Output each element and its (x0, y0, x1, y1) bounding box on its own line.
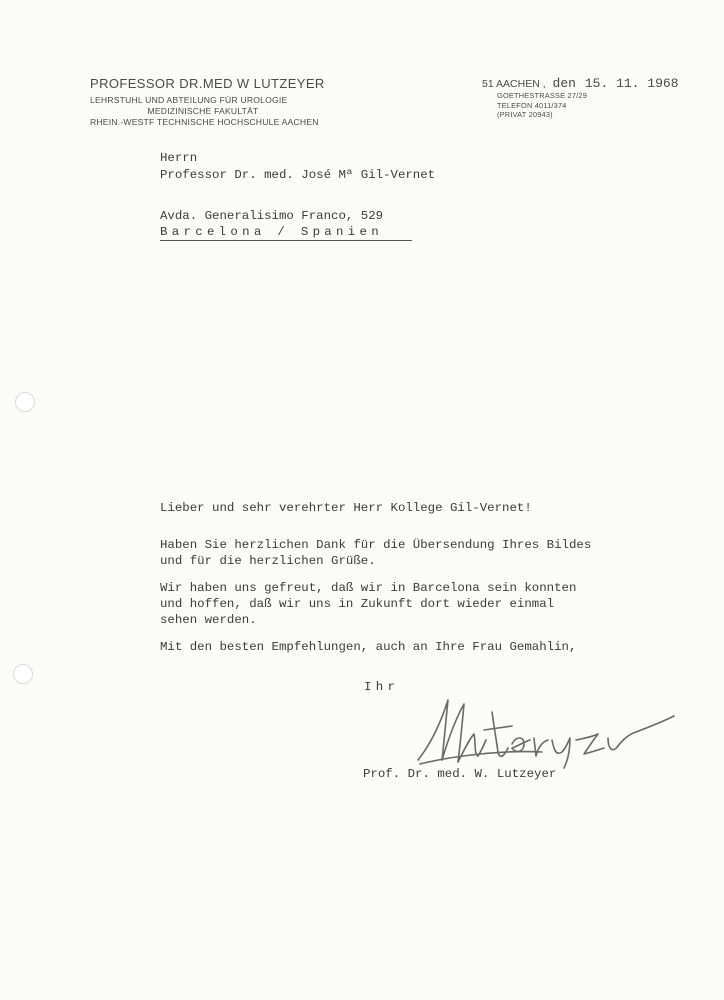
address-underline (160, 240, 412, 241)
date-label: den (552, 76, 576, 91)
letterhead-department: LEHRSTUHL UND ABTEILUNG FÜR UROLOGIE (90, 95, 288, 105)
paragraph-3: Mit den besten Empfehlungen, auch an Ihre Frau Gemahlin, (160, 640, 577, 654)
recipient-city: Barcelona / Spanien (160, 225, 383, 239)
letter-closing: Ihr (364, 680, 400, 694)
recipient-salutation: Herrn (160, 151, 198, 165)
letterhead-sender (90, 76, 325, 128)
letterhead-city: 51 AACHEN , (482, 78, 546, 90)
letterhead-address-block (482, 76, 679, 120)
punch-hole-bottom (13, 664, 33, 684)
letterhead-faculty: MEDIZINISCHE FAKULTÄT (147, 106, 259, 116)
paragraph-2-line-3: sehen werden. (160, 613, 257, 627)
signatory-name: Prof. Dr. med. W. Lutzeyer (363, 767, 557, 781)
recipient-name: Professor Dr. med. José Mª Gil-Vernet (160, 168, 436, 182)
paragraph-2-line-1: Wir haben uns gefreut, daß wir in Barcelona sein konnten (160, 581, 577, 595)
letterhead-university: RHEIN.-WESTF TECHNISCHE HOCHSCHULE AACHEN (90, 117, 319, 127)
recipient-street: Avda. Generalisimo Franco, 529 (160, 209, 384, 223)
signature-drawing (412, 690, 682, 770)
letter-date: 15. 11. 1968 (584, 76, 679, 91)
paragraph-1-line-1: Haben Sie herzlichen Dank für die Übersendung Ihres Bildes (160, 538, 592, 552)
punch-hole-top (15, 392, 35, 412)
letterhead-street: GOETHESTRASSE 27/29 (497, 91, 588, 100)
letterhead-name: PROFESSOR DR.MED W LUTZEYER (90, 76, 325, 91)
letter-greeting: Lieber und sehr verehrter Herr Kollege Gil-Vernet! (160, 501, 532, 515)
letterhead-phone: TELEFON 4011/374 (497, 100, 567, 110)
letterhead-city-date (482, 76, 679, 91)
paragraph-1-line-2: und für die herzlichen Grüße. (160, 554, 376, 568)
paragraph-2-line-2: und hoffen, daß wir uns in Zukunft dort wieder einmal (160, 597, 555, 611)
handwritten-signature (412, 690, 682, 775)
letterhead-private-phone: (PRIVAT 20943) (497, 110, 553, 119)
